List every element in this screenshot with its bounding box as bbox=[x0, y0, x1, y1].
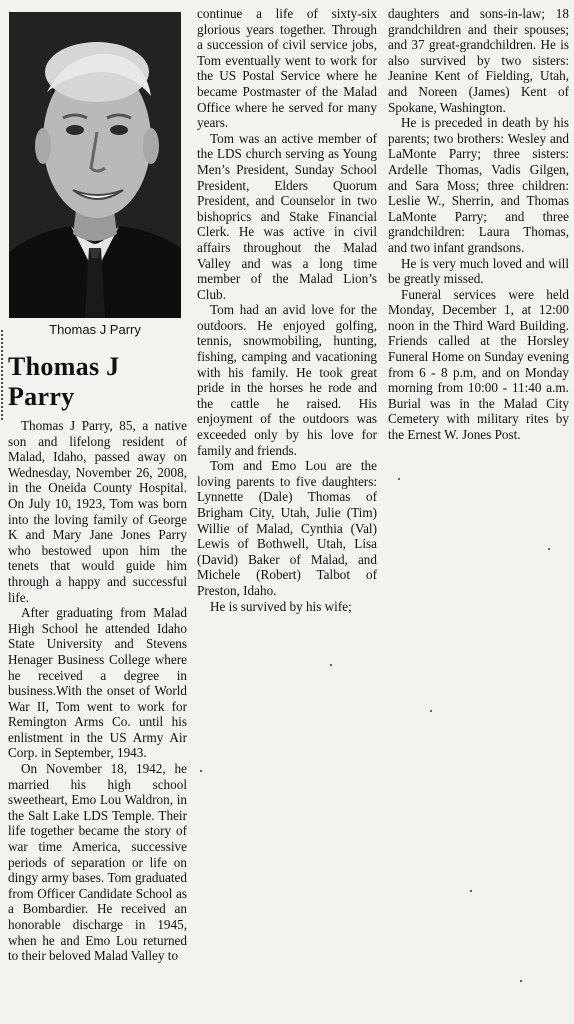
paragraph: He is survived by his wife; bbox=[210, 598, 352, 614]
paragraph: Funeral services were held Monday, December 1, at 12:00 noon in the Third Ward Building. Friends called at the Horsley Funeral Home on Sunday evening from 6 - 8 p.m, and on Monday morning from 10:00 - 11:40 a.m. Burial was in the Malad City Cemetery with military rites by the Ernest W. Jones Post. bbox=[388, 286, 569, 443]
print-speck bbox=[200, 770, 202, 772]
portrait-photo bbox=[9, 12, 181, 318]
headline: Thomas J Parry bbox=[8, 352, 120, 411]
article-column-1 bbox=[8, 418, 187, 1018]
article-column-3 bbox=[388, 6, 569, 506]
paragraph: He is preceded in death by his parents; two brothers: Wesley and LaMonte Parry; three sisters: Ardelle Thomas, Vadis Gilgen, and Sara Moss; three children: Leslie W., Sherrin, and Thomas LaMonte Parry; and three grandchildren: Laura Thomas, and two infant grandsons. bbox=[388, 115, 569, 255]
paragraph: Tom was an active member of the LDS church serving as Young Men’s President, Sunday School President, Elders Quorum President, and Counselor in two bishoprics and Stake Financial Clerk. He was active in civil affairs throughout the Malad Valley and was a long time member of the Malad Lion’s Club. bbox=[197, 130, 377, 302]
print-speck bbox=[520, 980, 522, 982]
paragraph: continue a life of sixty-six glorious years together. Through a succession of civil service jobs, Tom eventually went to work for the US Postal Service where he became Postmaster of the Malad Office where he served for many years. bbox=[197, 6, 377, 131]
print-speck bbox=[470, 890, 472, 892]
paragraph: He is very much loved and will be greatly missed. bbox=[388, 255, 569, 287]
paragraph: On November 18, 1942, he married his high school sweetheart, Emo Lou Waldron, in the Salt Lake LDS Temple. Their life together became the story of war time America, successive periods of separation or life on dingy army bases. Tom graduated from Officer Candidate School as a Bombardier. He received an honorable discharge in 1945, when he and Emo Lou returned to their beloved Malad Valley to bbox=[8, 761, 187, 964]
photo-caption: Thomas J Parry bbox=[49, 322, 141, 337]
paragraph: Tom and Emo Lou are the loving parents to five daughters: Lynnette (Dale) Thomas of Brigham City, Utah, Julie (Tim) Willie of Malad, Cynthia (Val) Lewis of Bothwell, Utah, Lisa (David) Baker of Malad, and Michele (Robert) Talbot of Preston, Idaho. bbox=[197, 458, 377, 598]
print-speck bbox=[330, 664, 332, 666]
print-speck bbox=[548, 548, 550, 550]
portrait-image bbox=[9, 12, 181, 318]
paragraph: After graduating from Malad High School he attended Idaho State University and Stevens Henager Business College where he received a degree in business.With the onset of World War II, Tom went to work for Remington Arms Co. until his enlistment in the US Army Air Corp. in September, 1943. bbox=[8, 605, 187, 761]
article-column-2 bbox=[197, 6, 377, 646]
paragraph: Thomas J Parry, 85, a native son and lifelong resident of Malad, Idaho, passed away on Wednesday, November 26, 2008, in the Oneida County Hospital. On July 10, 1923, Tom was born into the loving family of George K and Mary Jane Jones Parry who bestowed upon him the tenets that would guide him through a happy and successful life. bbox=[8, 418, 187, 605]
column-rule bbox=[1, 330, 6, 420]
paragraph: daughters and sons-in-law; 18 grandchildren and their spouses; and 37 great-grandchildren. He is also survived by two sisters: Jeanine Kent of Fielding, Utah, and Noreen (James) Kent of Spokane, Washington. bbox=[388, 6, 569, 115]
paragraph: Tom had an avid love for the outdoors. He enjoyed golfing, tennis, snowmobiling, hunting, fishing, camping and vacationing with his family. He took great pride in the horses he rode and the cattle he raised. His enjoyment of the outdoors was exceeded only by his love for family and friends. bbox=[197, 302, 377, 458]
print-speck bbox=[398, 478, 400, 480]
print-speck bbox=[430, 710, 432, 712]
